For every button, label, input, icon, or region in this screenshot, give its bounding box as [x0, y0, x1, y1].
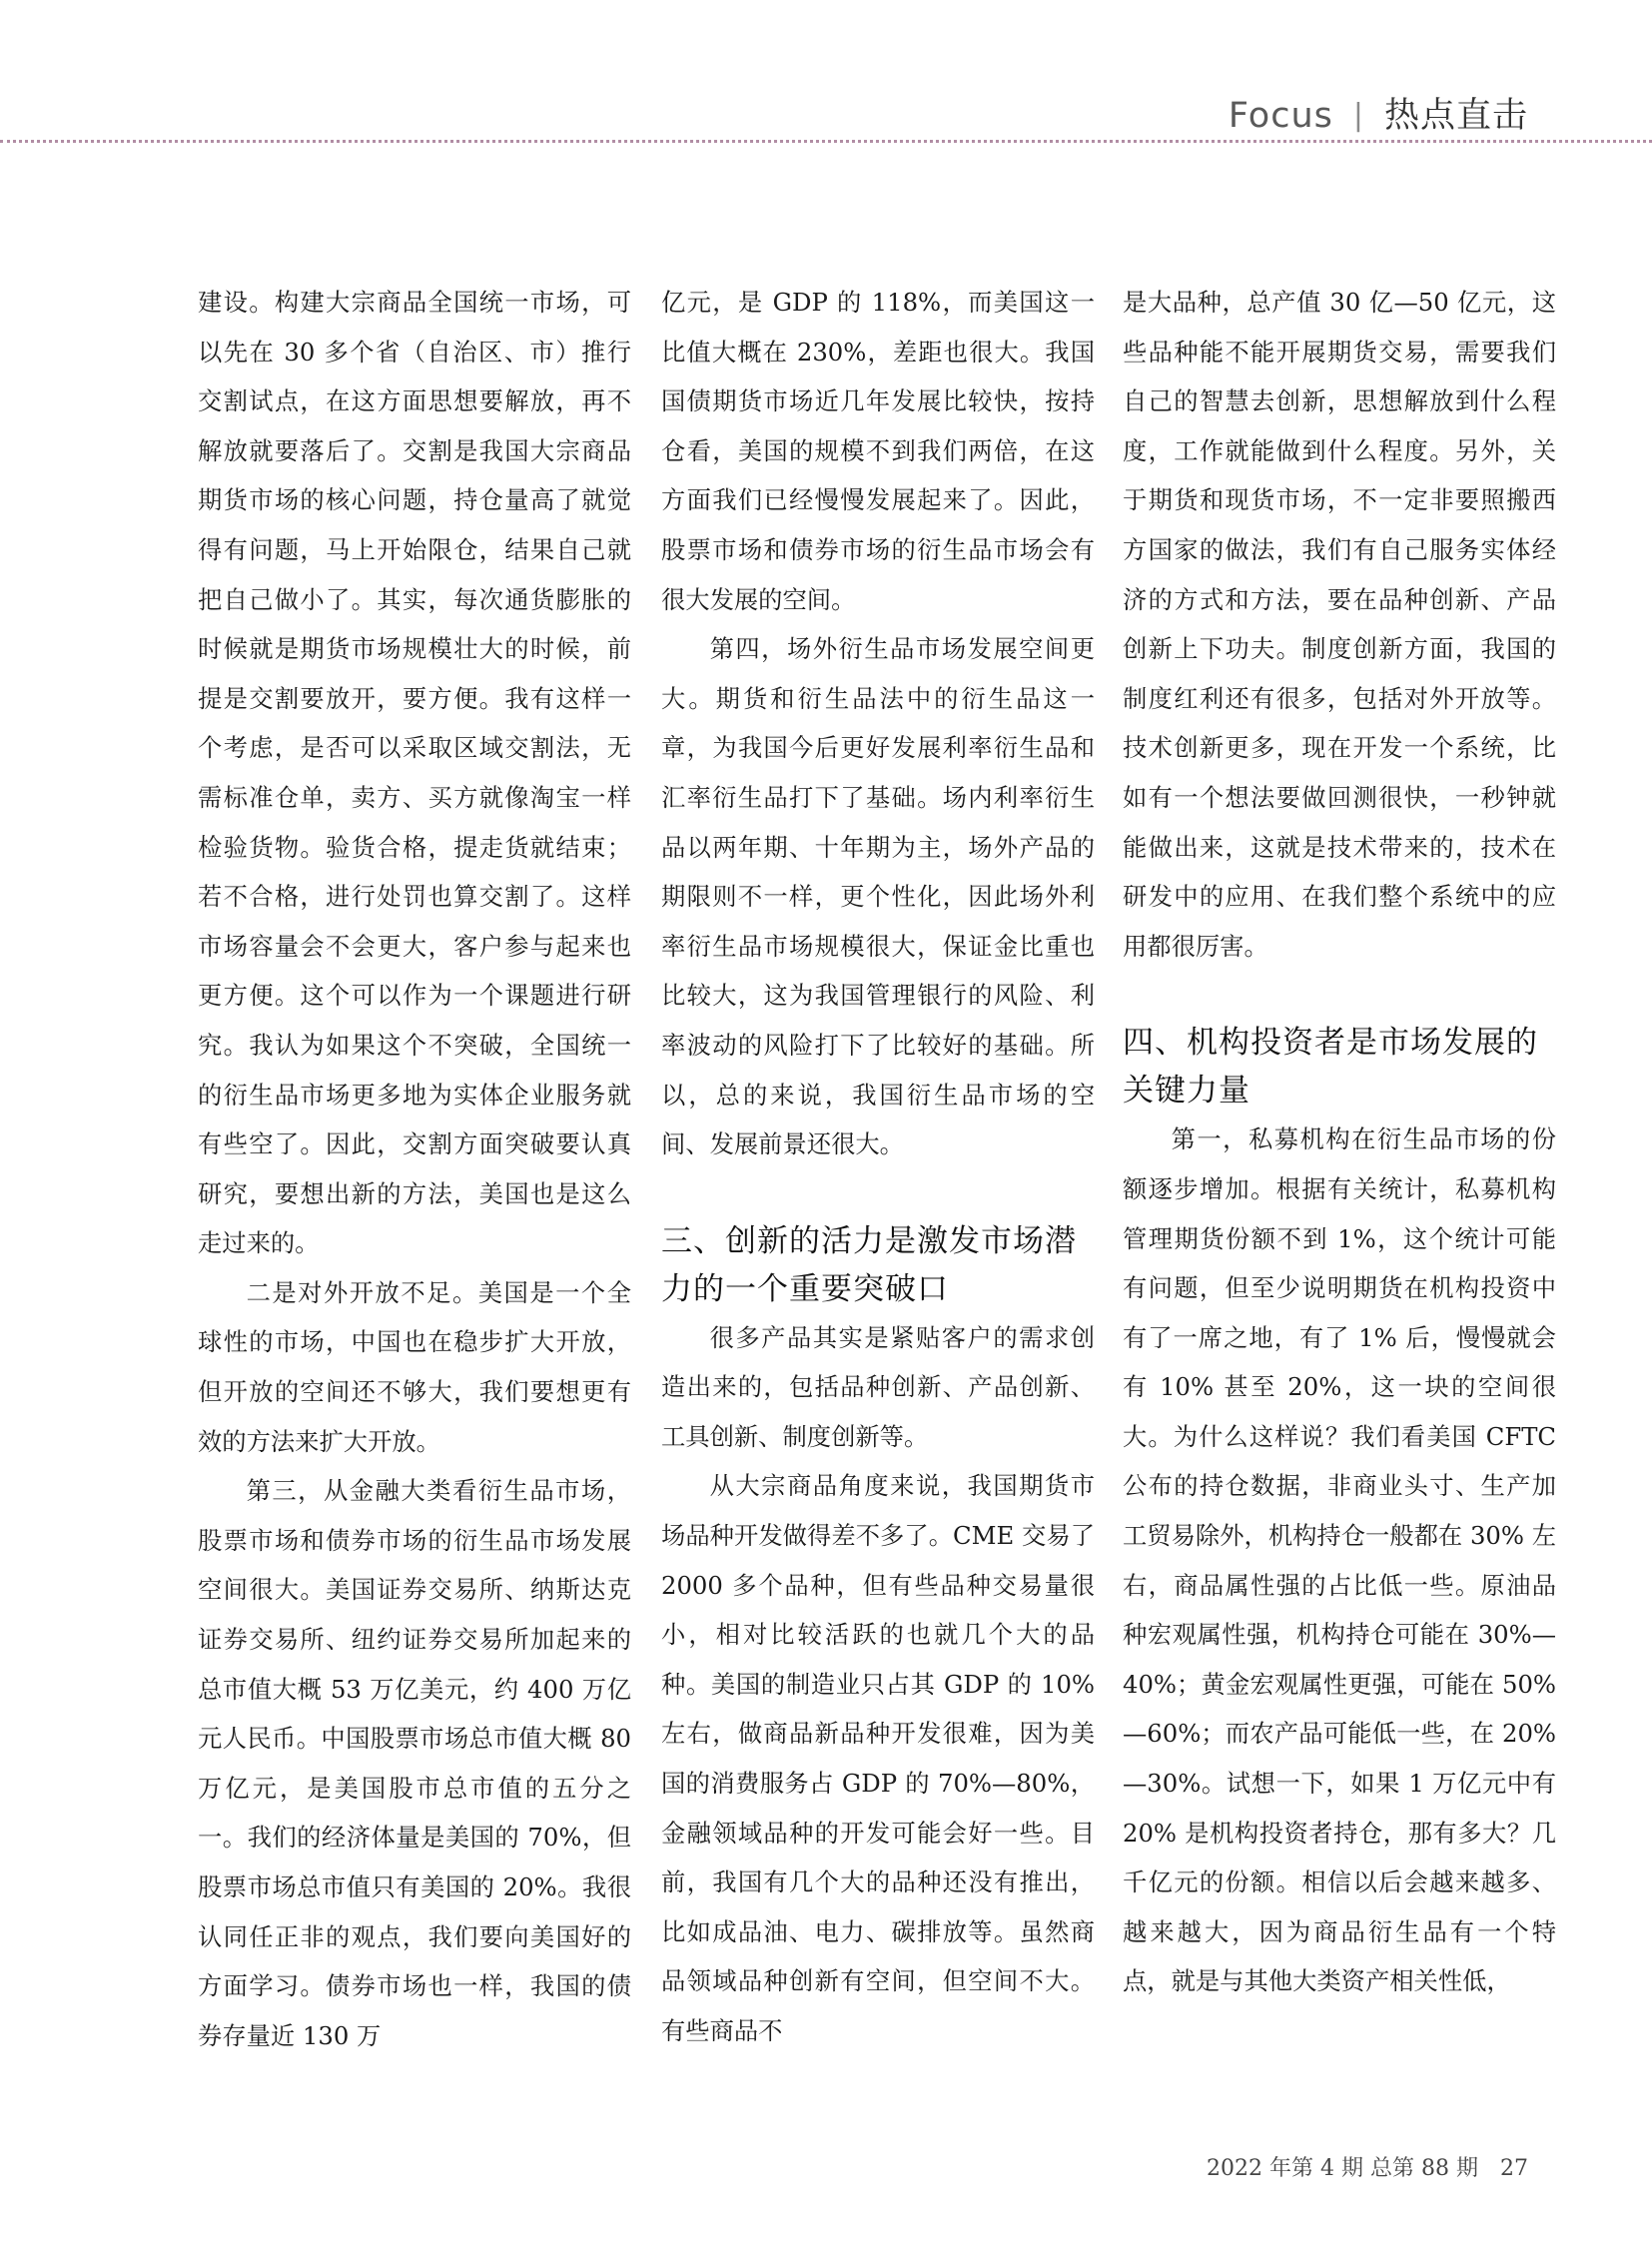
section-heading-4: 四、机构投资者是市场发展的关键力量	[1123, 1025, 1538, 1110]
paragraph: 亿元，是 GDP 的 118%，而美国这一比值大概在 230%，差距也很大。我国国债期货市场近几年发展比较快，按持仓看，美国的规模不到我们两倍，在这方面我们已经慢慢发展起来了。因此，股票市场和债券市场的衍生品市场会有很大发展的空间。	[661, 288, 1095, 614]
paragraph: 二是对外开放不足。美国是一个全球性的市场，中国也在稳步扩大开放，但开放的空间还不够大，我们要想更有效的方法来扩大开放。	[198, 1277, 631, 1456]
running-header	[1229, 88, 1528, 138]
section-gap	[1123, 971, 1556, 1019]
paragraph: 建设。构建大宗商品全国统一市场，可以先在 30 多个省（自治区、市）推行交割试点，在这方面思想要解放，再不解放就要落后了。交割是我国大宗商品期货市场的核心问题，持仓量高了就觉得有问题，马上开始限仓，结果自己就把自己做小了。其实，每次通货膨胀的时候就是期货市场规模壮大的时候，前提是交割要放开，要方便。我有这样一个考虑，是否可以采取区域交割法，无需标准仓单，卖方、买方就像淘宝一样检验货物。验货合格，提走货就结束；若不合格，进行处罚也算交割了。这样市场容量会不会更大，客户参与起来也更方便。这个可以作为一个课题进行研究。我认为如果这个不突破，全国统一的衍生品市场更多地为实体企业服务就有些空了。因此，交割方面突破要认真研究，要想出新的方法，美国也是这么走过来的。	[198, 288, 631, 1258]
issue-info: 2022 年第 4 期 总第 88 期	[1207, 2156, 1478, 2181]
header-focus: Focus	[1228, 96, 1333, 136]
paragraph: 第三，从金融大类看衍生品市场，股票市场和债券市场的衍生品市场发展空间很大。美国证券交易所、纳斯达克证券交易所、纽约证券交易所加起来的总市值大概 53 万亿美元，约 400 万亿元人民币。中国股票市场总市值大概 80 万亿元，是美国股市总市值的五分之一。我们的经济体量是美国的 70%，但股票市场总市值只有美国的 20%。我很认同任正非的观点，我们要向美国好的方面学习。债券市场也一样，我国的债券存量近 130 万	[198, 1476, 631, 2050]
text-column-3	[1123, 278, 1556, 2006]
header-dotted-rule	[0, 140, 1652, 143]
paragraph: 第一，私募机构在衍生品市场的份额逐步增加。根据有关统计，私募机构管理期货份额不到 1%，这个统计可能有问题，但至少说明期货在机构投资中有了一席之地，有了 1% 后，慢慢就会有 10% 甚至 20%，这一块的空间很大。为什么这样说？我们看美国 CFTC 公布的持仓数据，非商业头寸、生产加工贸易除外，机构持仓一般都在 30% 左右，商品属性强的占比低一些。原油品种宏观属性强，机构持仓可能在 30%—40%；黄金宏观属性更强，可能在 50%—60%；而农产品可能低一些，在 20%—30%。试想一下，如果 1 万亿元中有 20% 是机构投资者持仓，那有多大？几千亿元的份额。相信以后会越来越多、越来越大，因为商品衍生品有一个特点，就是与其他大类资产相关性低，	[1123, 1124, 1556, 1996]
header-separator: |	[1352, 98, 1364, 133]
paragraph: 从大宗商品角度来说，我国期货市场品种开发做得差不多了。CME 交易了 2000 多个品种，但有些品种交易量很小，相对比较活跃的也就几个大的品种。美国的制造业只占其 GDP 的 10% 左右，做商品新品种开发很难，因为美国的消费服务占 GDP 的 70%—80%，金融领域品种的开发可能会好一些。目前，我国有几个大的品种还没有推出，比如成品油、电力、碳排放等。虽然商品领域品种创新有空间，但空间不大。有些商品不	[661, 1471, 1095, 2045]
paragraph: 是大品种，总产值 30 亿—50 亿元，这些品种能不能开展期货交易，需要我们自己的智慧去创新，思想解放到什么程度，工作就能做到什么程度。另外，关于期货和现货市场，不一定非要照搬西方国家的做法，我们有自己服务实体经济的方式和方法，要在品种创新、产品创新上下功夫。制度创新方面，我国的制度红利还有很多，包括对外开放等。技术创新更多，现在开发一个系统，比如有一个想法要做回测很快，一秒钟就能做出来，这就是技术带来的，技术在研发中的应用、在我们整个系统中的应用都很厉害。	[1123, 288, 1556, 961]
paragraph: 第四，场外衍生品市场发展空间更大。期货和衍生品法中的衍生品这一章，为我国今后更好发展利率衍生品和汇率衍生品打下了基础。场内利率衍生品以两年期、十年期为主，场外产品的期限则不一样，更个性化，因此场外利率衍生品市场规模很大，保证金比重也比较大，这为我国管理银行的风险、利率波动的风险打下了比较好的基础。所以，总的来说，我国衍生品市场的空间、发展前景还很大。	[661, 634, 1095, 1159]
text-column-2	[661, 278, 1095, 2056]
text-column-1	[198, 278, 631, 2060]
paragraph: 很多产品其实是紧贴客户的需求创造出来的，包括品种创新、产品创新、工具创新、制度创新等。	[661, 1322, 1095, 1451]
page-footer	[1207, 2151, 1528, 2182]
section-gap	[661, 1169, 1095, 1217]
page-number: 27	[1500, 2156, 1528, 2181]
section-heading-3: 三、创新的活力是激发市场潜力的一个重要突破口	[661, 1222, 1077, 1307]
header-section-title: 热点直击	[1383, 96, 1528, 136]
